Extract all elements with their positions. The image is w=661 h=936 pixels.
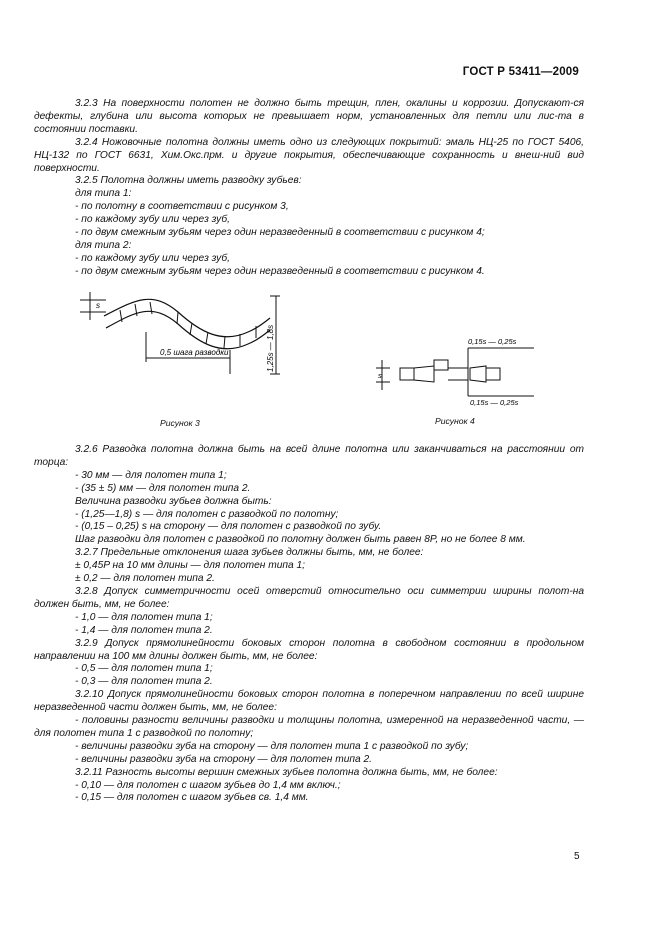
fig3-dim-step: 0,5 шага разводки <box>160 348 229 357</box>
paragraph: - величины разводки зуба на сторону — для полотен типа 1 с разводкой по зубу; <box>75 740 469 752</box>
paragraph: для типа 2: <box>75 239 132 251</box>
paragraph: 3.2.10 Допуск прямолинейности боковых сторон полотна в поперечном направлении по всей ширине неразведенной части должен быть, мм, не более: <box>34 689 584 714</box>
paragraph: - по каждому зубу или через зуб, <box>75 214 230 226</box>
paragraph: - по полотну в соответствии с рисунком 3, <box>75 201 289 213</box>
paragraph: ± 0,45P на 10 мм длины — для полотен типа 1; <box>75 560 305 572</box>
figure-3-drawing <box>80 292 300 402</box>
text-block-top <box>34 98 584 279</box>
paragraph: - 30 мм — для полотен типа 1; <box>75 469 227 481</box>
paragraph: 3.2.8 Допуск симметричности осей отверстий относительно оси симметрии ширины полот-на должен быть, мм, не более: <box>34 585 584 610</box>
paragraph: - 1,0 — для полотен типа 1; <box>75 611 213 623</box>
paragraph: - половины разности величины разводки и толщины полотна, измеренной на неразведенной части, — для полотен типа 1 с разводкой по полотну; <box>34 715 584 739</box>
paragraph: - 0,10 — для полотен с шагом зубьев до 1,4 мм включ.; <box>75 779 341 791</box>
paragraph: - 0,15 — для полотен с шагом зубьев св. 1,4 мм. <box>75 792 309 804</box>
paragraph: 3.2.3 На поверхности полотен не должно быть трещин, плен, окалины и коррозии. Допускают-ся дефекты, глубина или высота которых не превышает норм, установленных для петли или лис-та в состоянии поставки. <box>34 98 584 135</box>
paragraph: Величина разводки зубьев должна быть: <box>75 495 272 507</box>
paragraph: 3.2.11 Разность высоты вершин смежных зубьев полотна должна быть, мм, не более: <box>75 766 498 778</box>
figure-3-caption: Рисунок 3 <box>160 418 200 428</box>
paragraph: - (0,15 – 0,25) s на сторону — для полотен с разводкой по зубу. <box>75 521 382 533</box>
document-id: ГОСТ Р 53411—2009 <box>462 66 579 78</box>
paragraph: для типа 1: <box>75 188 132 200</box>
figure-4-caption: Рисунок 4 <box>435 416 475 426</box>
paragraph: - 1,4 — для полотен типа 2. <box>75 624 213 636</box>
fig3-dim-s: s <box>96 301 100 310</box>
paragraph: - 0,5 — для полотен типа 1; <box>75 663 213 675</box>
paragraph: 3.2.6 Разводка полотна должна быть на всей длине полотна или заканчиваться на расстоянии от торца: <box>34 444 584 468</box>
page-number: 5 <box>574 851 580 862</box>
paragraph: Шаг разводки для полотен с разводкой по полотну должен быть равен 8P, но не более 8 мм. <box>75 534 526 546</box>
paragraph: - по двум смежным зубьям через один неразведенный в соответствии с рисунком 4; <box>75 227 485 239</box>
paragraph: - по каждому зубу или через зуб, <box>75 252 230 264</box>
paragraph: - (35 ± 5) мм — для полотен типа 2. <box>75 482 251 494</box>
paragraph: - по двум смежным зубьям через один неразведенный в соответствии с рисунком 4. <box>75 265 485 277</box>
fig3-dim-height: 1,25s — 1,8s <box>266 324 275 372</box>
paragraph: - 0,3 — для полотен типа 2. <box>75 676 213 688</box>
paragraph: 3.2.5 Полотна должны иметь разводку зубьев: <box>75 175 302 187</box>
fig4-dim-top: 0,15s — 0,25s <box>468 337 517 346</box>
fig4-dim-s: s <box>378 371 382 380</box>
paragraph: 3.2.7 Предельные отклонения шага зубьев должны быть, мм, не более: <box>75 547 424 559</box>
paragraph: 3.2.4 Ножовочные полотна должны иметь одно из следующих покрытий: эмаль НЦ-25 по ГОСТ 5406, НЦ-132 по ГОСТ 6631, Хим.Окс.прм. и другие покрытия, обеспечивающие сохранность и внеш-ний вид поверхности. <box>34 136 584 174</box>
fig4-dim-bottom: 0,15s — 0,25s <box>470 398 519 407</box>
figure-4-drawing <box>374 330 544 410</box>
paragraph: ± 0,2 — для полотен типа 2. <box>75 573 215 585</box>
paragraph: - (1,25—1,8) s — для полотен с разводкой по полотну; <box>75 508 339 520</box>
paragraph: - величины разводки зуба на сторону — для полотен типа 2. <box>75 753 372 765</box>
text-block-bottom <box>34 444 584 805</box>
paragraph: 3.2.9 Допуск прямолинейности боковых сторон полотна в свободном состоянии в продольном направлении на 100 мм длины должен быть, мм, не более: <box>34 637 584 662</box>
